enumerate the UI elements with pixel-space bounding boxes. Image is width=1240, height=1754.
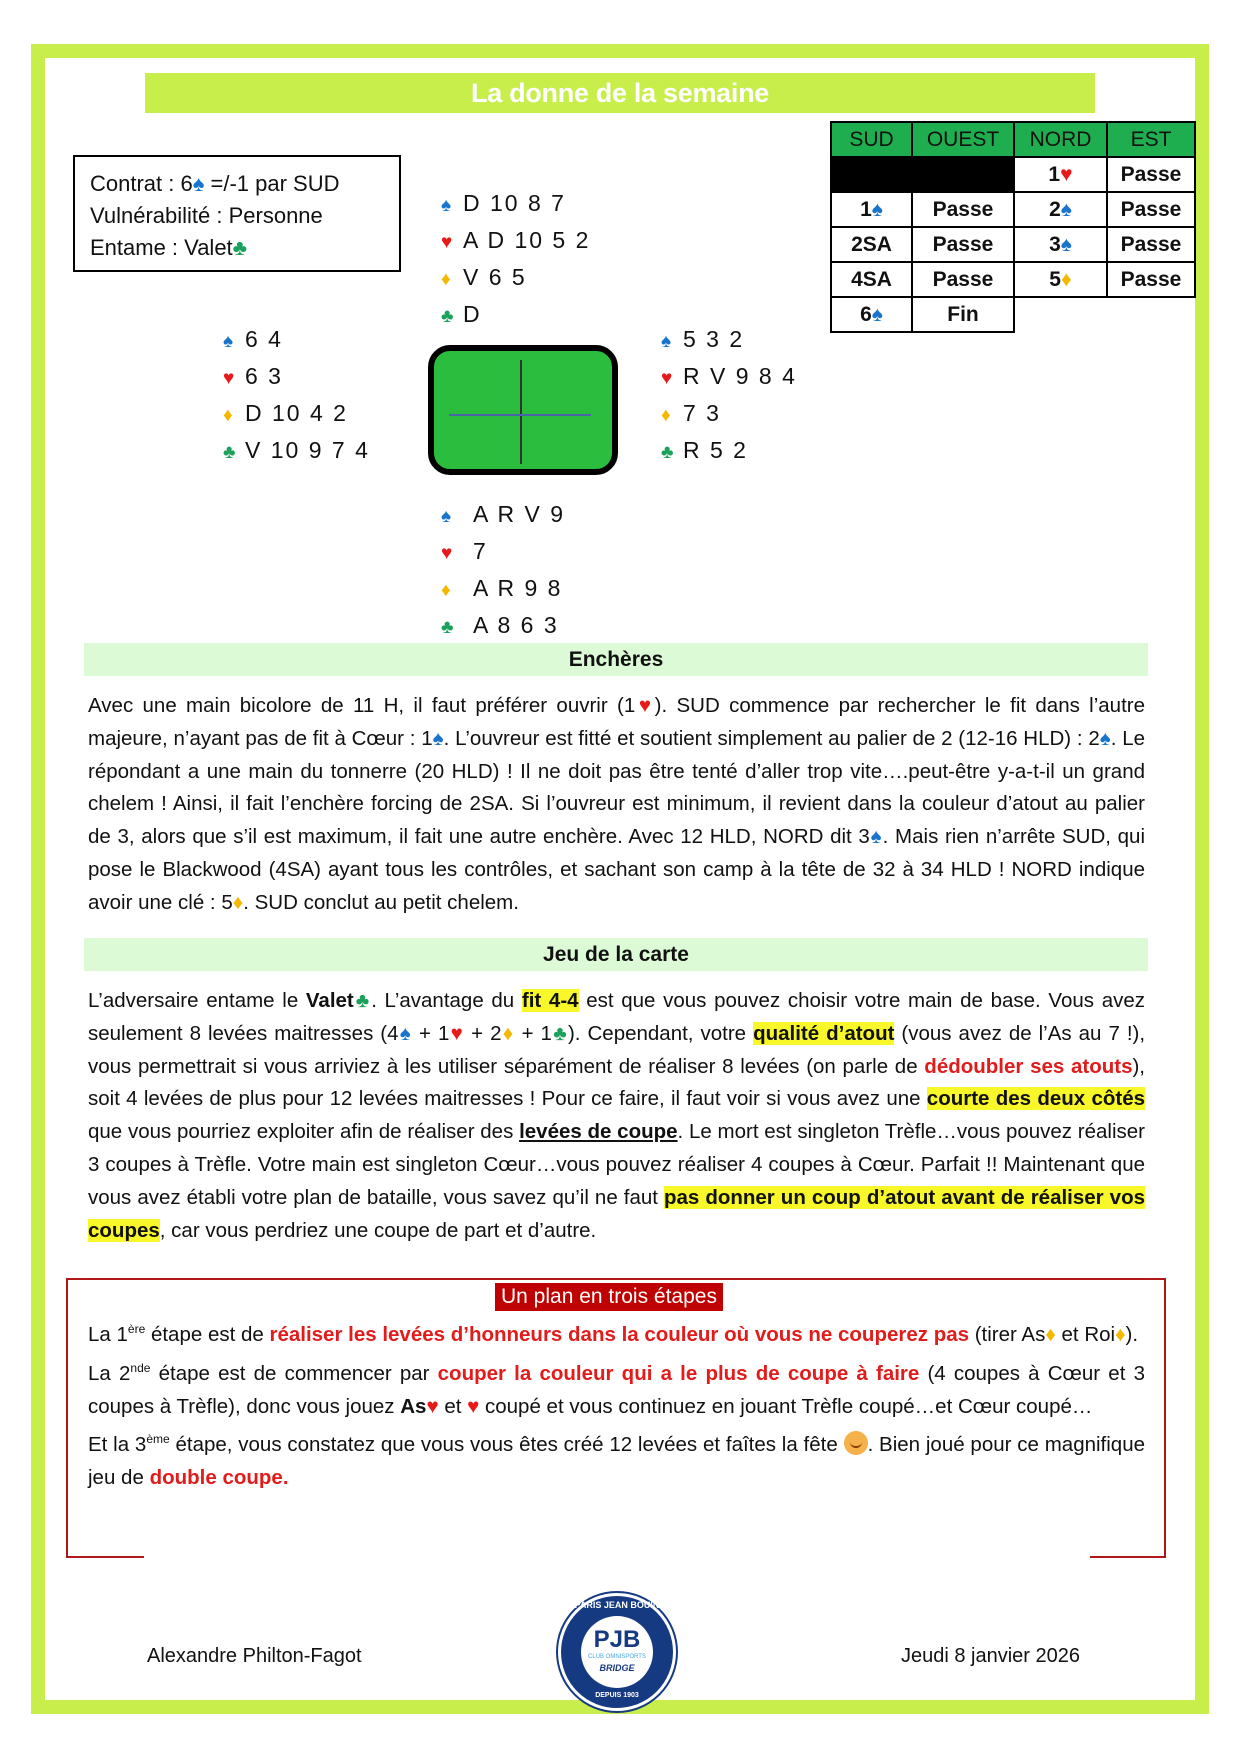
heart-icon: ♥ bbox=[223, 368, 235, 389]
highlight: fit 4-4 bbox=[521, 989, 579, 1012]
emphasis-red: réaliser les levées d’honneurs dans la couleur où vous ne couperez pas bbox=[269, 1323, 970, 1346]
page-title: La donne de la semaine bbox=[145, 73, 1095, 113]
bid-header: OUEST bbox=[912, 122, 1014, 157]
bid-cell: Passe bbox=[912, 192, 1014, 227]
spade-icon: ♠ bbox=[223, 331, 234, 352]
emphasis-red: double coupe. bbox=[149, 1466, 289, 1490]
bid-cell: Passe bbox=[1107, 262, 1195, 297]
south-spades: A R V 9 bbox=[473, 501, 565, 527]
bid-header: EST bbox=[1107, 122, 1195, 157]
west-hearts: 6 3 bbox=[245, 363, 283, 389]
heart-icon: ♥ bbox=[1060, 162, 1073, 186]
bid-cell-empty bbox=[1014, 297, 1107, 332]
spade-icon: ♠ bbox=[192, 171, 205, 196]
heart-icon: ♥ bbox=[441, 543, 453, 564]
heart-icon: ♥ bbox=[467, 1394, 480, 1418]
bid-row bbox=[831, 227, 1195, 262]
spade-icon: ♠ bbox=[432, 726, 444, 750]
east-diamonds: 7 3 bbox=[683, 400, 721, 426]
logo-club-name: PARIS JEAN BOUIN bbox=[574, 1600, 660, 1610]
logo-subtitle: CLUB OMNISPORTS bbox=[588, 1654, 646, 1660]
heart-icon: ♥ bbox=[661, 368, 673, 389]
emphasis-underline: levées de coupe bbox=[519, 1120, 678, 1144]
bid-header: SUD bbox=[831, 122, 912, 157]
highlight: qualité d’atout bbox=[753, 1021, 895, 1045]
west-spades: 6 4 bbox=[245, 326, 283, 352]
plan-step-1: La 1ère étape est de réaliser les levées d’honneurs dans la couleur où vous ne couperez pas (tirer As♦ et Roi♦). bbox=[88, 1322, 1139, 1346]
lead-line: Entame : Valet♣ bbox=[90, 235, 248, 260]
logo-section: BRIDGE bbox=[599, 1663, 635, 1673]
hand-north bbox=[441, 186, 590, 334]
logo-since: DEPUIS 1903 bbox=[595, 1692, 639, 1699]
diamond-icon: ♦ bbox=[441, 269, 451, 290]
bid-row bbox=[831, 157, 1195, 192]
club-icon: ♣ bbox=[441, 617, 454, 638]
bid-cell: 1♠ bbox=[831, 192, 912, 227]
bid-cell: 2SA bbox=[831, 227, 912, 262]
bid-cell: 4SA bbox=[831, 262, 912, 297]
section-title-jeu: Jeu de la carte bbox=[84, 938, 1148, 971]
spade-icon: ♠ bbox=[441, 195, 452, 216]
bid-cell: 3♠ bbox=[1014, 227, 1107, 262]
club-icon: ♣ bbox=[353, 989, 372, 1012]
bid-header: NORD bbox=[1014, 122, 1107, 157]
emphasis-red: dédoubler ses atouts bbox=[924, 1054, 1133, 1078]
north-spades: D 10 8 7 bbox=[463, 190, 566, 216]
bid-cell: 2♠ bbox=[1014, 192, 1107, 227]
club-icon: ♣ bbox=[661, 442, 674, 463]
heart-icon: ♥ bbox=[426, 1394, 439, 1418]
south-diamonds: A R 9 8 bbox=[473, 575, 563, 601]
diamond-icon: ♦ bbox=[661, 405, 671, 426]
diamond-icon: ♦ bbox=[501, 1021, 515, 1045]
bid-cell: Passe bbox=[1107, 192, 1195, 227]
south-hearts: 7 bbox=[473, 538, 488, 564]
logo-mark: PJB bbox=[593, 1626, 641, 1653]
plan-step-3: Et la 3ème étape, vous constatez que vous vous êtes créé 12 levées et faîtes la fête . Bien joué pour ce magnifique jeu de double coupe. bbox=[88, 1432, 1146, 1490]
bid-row bbox=[831, 192, 1195, 227]
club-logo bbox=[558, 1593, 676, 1711]
hand-south bbox=[441, 497, 565, 645]
encheres-paragraph: Avec une main bicolore de 11 H, il faut préférer ouvrir (1♥). SUD commence par rechercher le fit dans l’autre majeure, n’ayant pas de fit à Cœur : 1♠. L’ouvreur est fitté et soutient simplement au palier de 2 (12-16 HLD) : 2♠. Le répondant a une main du tonnerre (20 HLD) ! Il ne doit pas être tenté d’aller trop vite….peut-être y-a-t-il un grand chelem ! Ainsi, il fait l’enchère forcing de 2SA. Si l’ouvreur est minimum, il revient dans la couleur d’atout au palier de 3, alors que s’il est maximum, il fait une autre enchère. Avec 12 HLD, NORD dit 3♠. Mais rien n’arrête SUD, qui pose le Blackwood (4SA) ayant tous les contrôles, et sachant son camp à la tête de 32 à 34 HLD ! NORD indique avoir une clé : 5♦. SUD conclut au petit chelem. bbox=[88, 694, 1146, 914]
highlight: pas donner un coup d’atout avant de réaliser vos coupes bbox=[88, 1185, 1145, 1242]
diamond-icon: ♦ bbox=[441, 580, 451, 601]
north-clubs: D bbox=[463, 301, 482, 327]
hand-east bbox=[661, 322, 797, 470]
bid-cell: Passe bbox=[1107, 227, 1195, 262]
emphasis-red: couper la couleur qui a le plus de coupe à faire bbox=[437, 1361, 920, 1385]
club-icon: ♣ bbox=[223, 442, 236, 463]
south-clubs: A 8 6 3 bbox=[473, 612, 559, 638]
diamond-icon: ♦ bbox=[223, 405, 233, 426]
north-hearts: A D 10 5 2 bbox=[463, 227, 591, 253]
east-clubs: R 5 2 bbox=[683, 437, 748, 463]
bid-cell: Passe bbox=[1107, 157, 1195, 192]
heart-icon: ♥ bbox=[449, 1021, 465, 1045]
diamond-icon: ♦ bbox=[1060, 267, 1072, 291]
club-icon: ♣ bbox=[232, 235, 248, 260]
bidding-table bbox=[830, 121, 1196, 333]
spade-icon: ♠ bbox=[1060, 232, 1072, 256]
spade-icon: ♠ bbox=[661, 331, 672, 352]
spade-icon: ♠ bbox=[871, 197, 883, 221]
club-icon: ♣ bbox=[441, 306, 454, 327]
spade-icon: ♠ bbox=[1060, 197, 1072, 221]
jeu-paragraph: L’adversaire entame le Valet♣. L’avantage du fit 4-4 est que vous pouvez choisir votre main de base. Vous avez seulement 8 levées maitresses (4♠ + 1♥ + 2♦ + 1♣). Cependant, votre qualité d’atout (vous avez de l’As au 7 !), vous permettrait si vous arriviez à les utiliser séparément de réaliser 8 levées (on parle de dédoubler ses atouts), soit 4 levées de plus pour 12 levées maitresses ! Pour ce faire, il faut voir si vous avez une courte des deux côtés que vous pourriez exploiter afin de réaliser des levées de coupe. Le mort est singleton Trèfle…vous pouvez réaliser 3 coupes à Trèfle. Votre main est singleton Cœur…vous pouvez réaliser 4 coupes à Cœur. Parfait !! Maintenant que vous avez établi votre plan de bataille, vous savez qu’il ne faut pas donner un coup d’atout avant de réaliser vos coupes, car vous perdriez une coupe de part et d’autre. bbox=[88, 989, 1146, 1242]
section-title-encheres: Enchères bbox=[84, 643, 1148, 676]
plan-paragraph bbox=[88, 1313, 1145, 1495]
spade-icon: ♠ bbox=[869, 825, 883, 849]
spade-icon: ♠ bbox=[398, 1021, 413, 1045]
bid-cell: 6♠ bbox=[831, 297, 912, 332]
east-hearts: R V 9 8 4 bbox=[683, 363, 797, 389]
bid-cell-empty bbox=[1107, 297, 1195, 332]
bid-cell: Passe bbox=[912, 227, 1014, 262]
plan-title: Un plan en trois étapes bbox=[495, 1283, 723, 1311]
vulnerability-line: Vulnérabilité : Personne bbox=[90, 203, 323, 228]
bid-cell-empty bbox=[831, 157, 1014, 192]
spade-icon: ♠ bbox=[871, 302, 883, 326]
west-clubs: V 10 9 7 4 bbox=[245, 437, 370, 463]
table-divider-vertical bbox=[520, 360, 522, 464]
publication-date: Jeudi 8 janvier 2026 bbox=[901, 1645, 1081, 1667]
bid-row bbox=[831, 297, 1195, 332]
smiley-icon bbox=[844, 1431, 868, 1455]
hand-west bbox=[223, 322, 370, 470]
bid-cell: Passe bbox=[912, 262, 1014, 297]
highlight: courte des deux côtés bbox=[926, 1087, 1145, 1111]
plan-step-2: La 2nde étape est de commencer par couper la couleur qui a le plus de coupe à faire (4 coupes à Cœur et 3 coupes à Trèfle), donc vous jouez As♥ et ♥ coupé et vous continuez en jouant Trèfle coupé…et Cœur coupé… bbox=[88, 1360, 1145, 1418]
bid-row bbox=[831, 262, 1195, 297]
spade-icon: ♠ bbox=[1099, 726, 1111, 750]
diamond-icon: ♦ bbox=[232, 890, 244, 914]
bridge-table-icon bbox=[428, 345, 618, 475]
east-spades: 5 3 2 bbox=[683, 326, 745, 352]
spade-icon: ♠ bbox=[441, 506, 452, 527]
bid-cell: 1♥ bbox=[1014, 157, 1107, 192]
diamond-icon: ♦ bbox=[1045, 1323, 1056, 1346]
contract-box bbox=[73, 155, 401, 272]
bid-cell: 5♦ bbox=[1014, 262, 1107, 297]
contract-line: Contrat : 6♠ =/-1 par SUD bbox=[90, 171, 340, 196]
plan-box-gap bbox=[144, 1553, 1090, 1561]
heart-icon: ♥ bbox=[635, 694, 655, 717]
diamond-icon: ♦ bbox=[1115, 1323, 1126, 1346]
west-diamonds: D 10 4 2 bbox=[245, 400, 348, 426]
club-icon: ♣ bbox=[551, 1021, 568, 1045]
heart-icon: ♥ bbox=[441, 232, 453, 253]
bid-cell: Fin bbox=[912, 297, 1014, 332]
author: Alexandre Philton-Fagot bbox=[147, 1645, 362, 1667]
table-divider-horizontal bbox=[449, 414, 591, 416]
north-diamonds: V 6 5 bbox=[463, 264, 527, 290]
